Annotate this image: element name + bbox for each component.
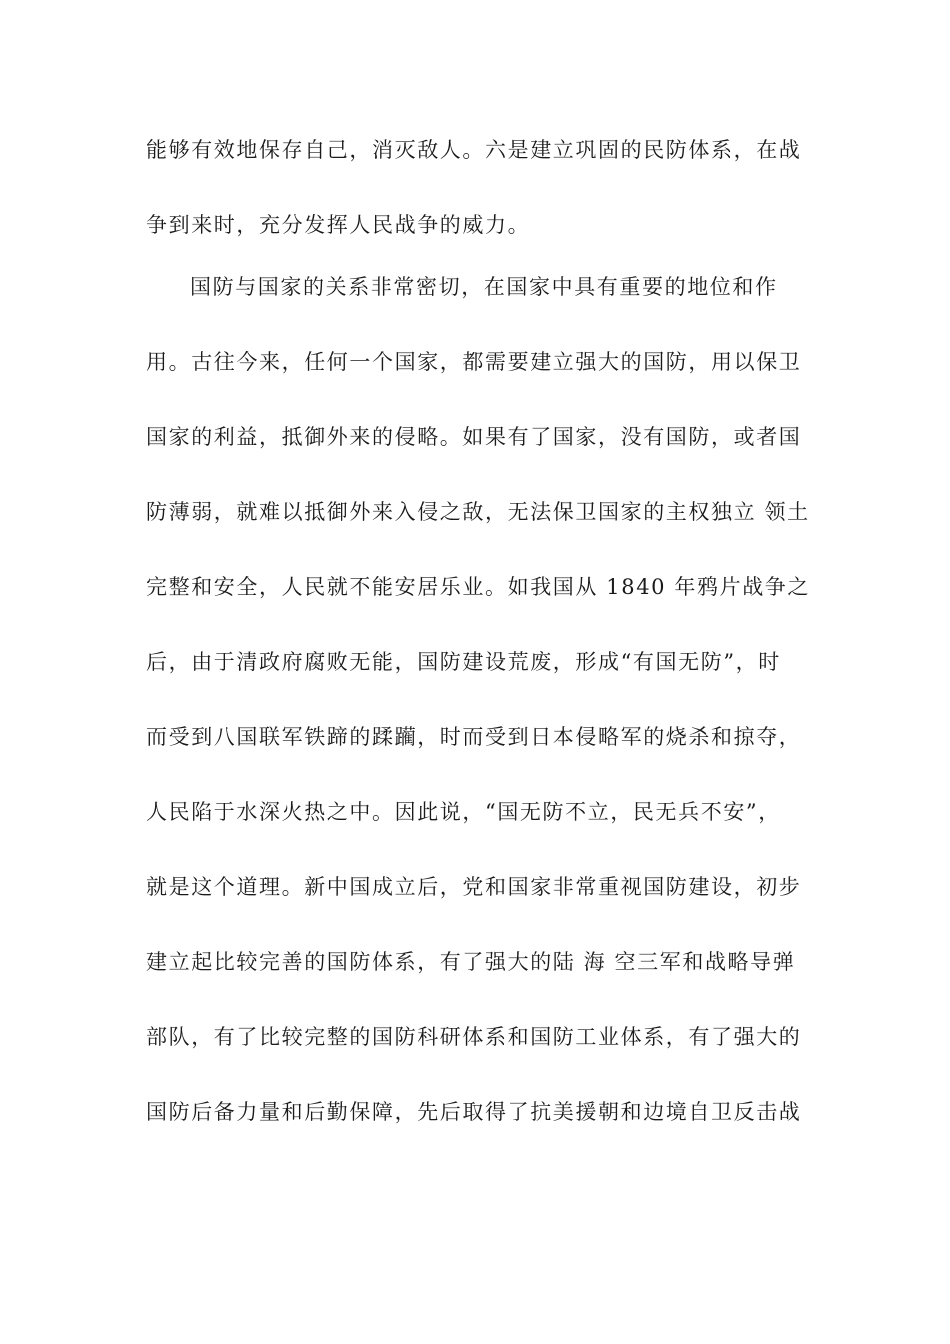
text-line: 人民陷于水深火热之中。因此说，“国无防不立，民无兵不安”， xyxy=(146,800,781,824)
paragraph-first-line: 国防与国家的关系非常密切，在国家中具有重要的地位和作 xyxy=(190,275,778,299)
text-line: 防薄弱，就难以抵御外来入侵之敌，无法保卫国家的主权独立 领土 xyxy=(146,500,810,524)
text-line: 就是这个道理。新中国成立后，党和国家非常重视国防建设，初步 xyxy=(146,875,802,899)
text-line: 后，由于清政府腐败无能，国防建设荒废，形成“有国无防”，时 xyxy=(146,650,781,674)
text-line: 部队，有了比较完整的国防科研体系和国防工业体系，有了强大的 xyxy=(146,1025,802,1049)
text-line: 国家的利益，抵御外来的侵略。如果有了国家，没有国防，或者国 xyxy=(146,425,802,449)
text-line: 国防后备力量和后勤保障，先后取得了抗美援朝和边境自卫反击战 xyxy=(146,1100,802,1124)
text-line: 用。古往今来，任何一个国家，都需要建立强大的国防，用以保卫 xyxy=(146,350,802,374)
text-line: 争到来时，充分发挥人民战争的威力。 xyxy=(146,213,531,237)
text-line: 而受到八国联军铁蹄的蹂躏，时而受到日本侵略军的烧杀和掠夺， xyxy=(146,725,802,749)
text-line: 能够有效地保存自己，消灭敌人。六是建立巩固的民防体系，在战 xyxy=(146,138,802,162)
text-line: 完整和安全，人民就不能安居乐业。如我国从 1840 年鸦片战争之 xyxy=(146,575,810,599)
text-line: 建立起比较完善的国防体系，有了强大的陆 海 空三军和战略导弹 xyxy=(146,950,796,974)
